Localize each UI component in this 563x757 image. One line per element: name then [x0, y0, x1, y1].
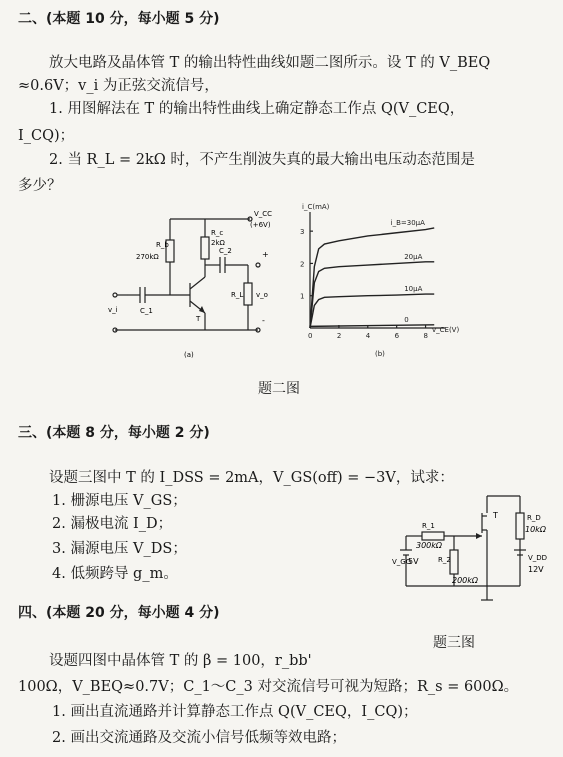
section3-item-3: 3. 漏源电压 V_DS；: [52, 541, 187, 557]
curve-label: 10μA: [404, 285, 423, 294]
rl-name: R_L: [231, 291, 244, 299]
rc-name: R_c: [211, 229, 224, 237]
vgg-label: V_GG: [392, 558, 412, 566]
section4-item-1: 1. 画出直流通路并计算静态工作点 Q(V_CEQ，I_CQ)；: [52, 704, 418, 720]
curve-series: [310, 294, 434, 328]
rd-value: 10kΩ: [525, 525, 546, 534]
section2-q1-line1: 1. 用图解法在 T 的输出特性曲线上确定静态工作点 Q(V_CEQ，: [49, 101, 465, 117]
curve-label: 20μA: [404, 252, 423, 261]
curve-label: i_B=30μA: [390, 218, 425, 227]
x-tick-label: 6: [394, 332, 400, 340]
chart-sub-label: (b): [375, 350, 385, 358]
y-tick-label: 1: [300, 292, 305, 301]
x-axis-label: v_CE(V): [432, 326, 460, 334]
rd-name: R_D: [527, 514, 541, 522]
rb-name: R_b: [156, 241, 169, 249]
section2-intro-line1: 放大电路及晶体管 T 的输出特性曲线如题二图所示。设 T 的 V_BEQ: [49, 55, 491, 71]
section2-intro-line2: ≈0.6V；v_i 为正弦交流信号，: [18, 78, 219, 94]
vdd-value: 12V: [528, 565, 544, 574]
section2-q1-line2: I_CQ)；: [18, 128, 75, 144]
curve-series: [310, 325, 434, 327]
section2-q2-line2: 多少？: [18, 178, 62, 194]
r1-value: 300kΩ: [416, 541, 443, 550]
output-plus: +: [262, 250, 269, 259]
vdd-label: V_DD: [528, 554, 548, 562]
section4-heading: 四、(本题 20 分，每小题 4 分): [18, 605, 220, 621]
x-tick-label: 0: [308, 332, 313, 340]
section3-item-2: 2. 漏极电流 I_D；: [52, 516, 173, 532]
vi-label: v_i: [108, 306, 118, 314]
y-tick-label: 2: [300, 260, 305, 269]
r1-name: R_1: [422, 522, 435, 530]
section4-intro-line1: 设题四图中晶体管 T 的 β = 100，r_bb': [49, 653, 312, 669]
section3-item-4: 4. 低频跨导 g_m。: [52, 566, 178, 582]
jfet-circuit: [392, 488, 557, 613]
x-tick-label: 4: [365, 332, 371, 340]
c1-label: C_1: [140, 307, 153, 315]
y-axis-label: i_C(mA): [302, 203, 330, 211]
curve-series: [310, 228, 434, 328]
r2-value: 200kΩ: [452, 576, 479, 585]
amplifier-circuit: [100, 205, 280, 365]
figure3-caption: 题三图: [433, 635, 475, 651]
section2-q2-line1: 2. 当 R_L = 2kΩ 时，不产生削波失真的最大输出电压动态范围是: [49, 152, 475, 168]
curve-label: 0: [404, 315, 409, 324]
x-tick-label: 8: [423, 332, 429, 340]
section4-intro-line2: 100Ω，V_BEQ≈0.7V；C_1～C_3 对交流信号可视为短路；R_s = 600Ω。: [18, 679, 519, 695]
figure2-caption: 题二图: [258, 381, 300, 397]
jfet-t-label: T: [493, 511, 498, 520]
output-characteristics-chart: [290, 200, 480, 365]
rb-value: 270kΩ: [136, 253, 159, 261]
r2-name: R_2: [438, 556, 451, 564]
section3-item-1: 1. 栅源电压 V_GS；: [52, 493, 187, 509]
rc-value: 2kΩ: [211, 239, 225, 247]
vcc-value: (+6V): [250, 221, 271, 229]
output-minus: -: [262, 316, 265, 325]
c2-label: C_2: [219, 247, 232, 255]
circuit-sub-label: (a): [184, 351, 194, 359]
vo-label: v_o: [256, 291, 268, 299]
section3-heading: 三、(本题 8 分，每小题 2 分): [18, 425, 210, 441]
y-tick-label: 3: [300, 228, 305, 237]
vcc-label: V_CC: [254, 210, 273, 218]
x-tick-label: 2: [336, 332, 342, 340]
section3-intro: 设题三图中 T 的 I_DSS = 2mA，V_GS(off) = −3V，试求：: [49, 470, 454, 486]
vgg-value: 5V: [408, 557, 419, 566]
transistor-label: T: [196, 315, 201, 323]
section4-item-2: 2. 画出交流通路及交流小信号低频等效电路；: [52, 730, 346, 746]
section2-heading: 二、(本题 10 分，每小题 5 分): [18, 11, 220, 27]
